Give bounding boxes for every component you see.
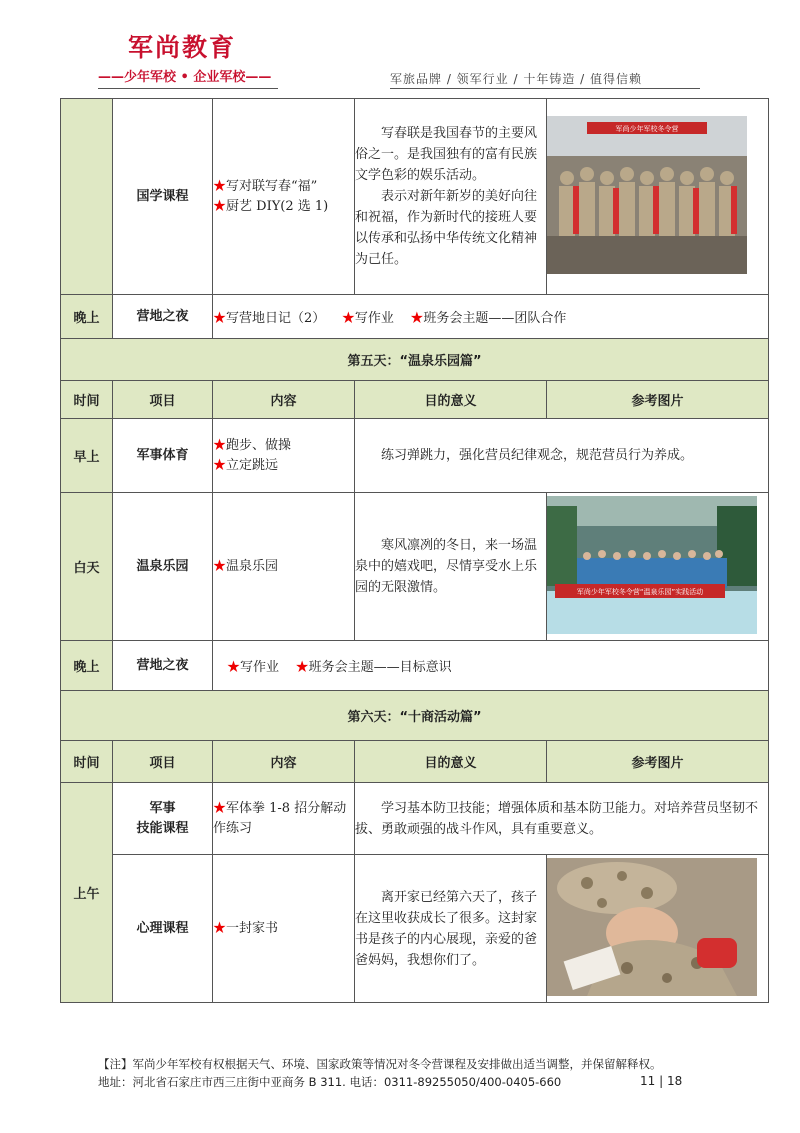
star-icon: ★ (213, 457, 227, 473)
purpose-cell: 寒风凛冽的冬日，来一场温泉中的嬉戏吧，尽情享受水上乐园的无限激情。 (355, 493, 547, 641)
column-header-row (61, 381, 769, 419)
col-header-content: 内容 (213, 381, 355, 419)
star-icon: ★ (213, 437, 227, 453)
purpose-cell: 离开家已经第六天了，孩子在这里收获成长了很多。这封家书是孩子的内心展现，亲爱的爸爸妈妈，我想你们了。 (355, 855, 547, 1003)
star-icon: ★ (341, 311, 355, 326)
header-slogan: 军旅品牌 / 领军行业 / 十年铸造 / 值得信赖 (390, 72, 643, 86)
footer-note: 【注】军尚少年军校有权根据天气、环境、国家政策等情况对冬令营课程及安排做出适当调整，并保留解释权。 (98, 1057, 662, 1071)
header-divider-right (390, 88, 700, 89)
photo-hot-spring (547, 496, 768, 638)
star-icon: ★ (213, 558, 227, 574)
col-header-purpose: 目的意义 (355, 381, 547, 419)
purpose-cell: 写春联是我国春节的主要风俗之一。是我国独有的富有民族文学色彩的娱乐活动。 表示对新年新岁的美好向往和祝福，作为新时代的接班人要以传承和弘扬中华传统文化精神为己任。 (355, 99, 547, 295)
content-cell: ★写作业 ★班务会主题——目标意识 (213, 641, 769, 691)
letter-writing-photo (547, 858, 757, 996)
star-icon: ★ (410, 311, 424, 326)
table-row (61, 855, 769, 1003)
photo-cell (547, 855, 769, 1003)
purpose-cell: 学习基本防卫技能；增强体质和基本防卫能力。对培养营员坚韧不拔、勇敢顽强的战斗作风，具有重要意义。 (355, 783, 769, 855)
svg-text:军尚少年军校冬令营: 军尚少年军校冬令营 (615, 124, 679, 133)
header-divider-left (98, 88, 278, 89)
day5-title: 第五天：“温泉乐园篇” (61, 339, 769, 381)
item-cell: 军事 技能课程 (113, 783, 213, 855)
day-title-row (61, 691, 769, 741)
time-cell: 晚上 (61, 641, 113, 691)
content-cell: ★写对联写春“福” ★厨艺 DIY(2 选 1) (213, 99, 355, 295)
col-header-content: 内容 (213, 741, 355, 783)
footer-address: 地址：河北省石家庄市西三庄街中亚商务 B 311. 电话：0311-89255050/400-0405-660 (98, 1075, 562, 1089)
page-header (0, 0, 800, 100)
content-cell: ★温泉乐园 (213, 493, 355, 641)
time-cell-empty (61, 99, 113, 295)
col-header-picture: 参考图片 (547, 381, 769, 419)
photo-couplets (547, 116, 768, 278)
star-icon: ★ (227, 660, 241, 675)
item-cell: 营地之夜 (113, 641, 213, 691)
star-icon: ★ (295, 660, 309, 675)
star-icon: ★ (213, 920, 227, 936)
table-row (61, 295, 769, 339)
table-row (61, 783, 769, 855)
table-row (61, 641, 769, 691)
page-number: 11 | 18 (640, 1074, 683, 1088)
item-cell: 军事体育 (113, 419, 213, 493)
time-cell: 晚上 (61, 295, 113, 339)
brand-subtitle: ——少年军校 • 企业军校—— (98, 70, 272, 85)
star-icon: ★ (213, 198, 227, 214)
table-row (61, 419, 769, 493)
item-cell: 国学课程 (113, 99, 213, 295)
svg-text:军尚少年军校冬令营“温泉乐园”实践活动: 军尚少年军校冬令营“温泉乐园”实践活动 (576, 587, 704, 596)
star-icon: ★ (213, 800, 227, 816)
brand-logo: 军尚教育 (128, 33, 237, 62)
time-cell: 上午 (61, 783, 113, 1003)
item-cell: 温泉乐园 (113, 493, 213, 641)
day-title-row (61, 339, 769, 381)
col-header-item: 项目 (113, 381, 213, 419)
content-cell: ★一封家书 (213, 855, 355, 1003)
col-header-time: 时间 (61, 741, 113, 783)
item-cell: 营地之夜 (113, 295, 213, 339)
table-row (61, 493, 769, 641)
content-cell: ★军体拳 1-8 招分解动作练习 (213, 783, 355, 855)
col-header-purpose: 目的意义 (355, 741, 547, 783)
day6-title: 第六天：“十商活动篇” (61, 691, 769, 741)
table-row (61, 99, 769, 295)
couplet-group-photo (547, 116, 747, 274)
column-header-row (61, 741, 769, 783)
content-cell: ★写营地日记（2） ★写作业 ★班务会主题——团队合作 (213, 295, 769, 339)
time-cell: 早上 (61, 419, 113, 493)
time-cell: 白天 (61, 493, 113, 641)
schedule-table (60, 98, 769, 1003)
star-icon: ★ (213, 311, 227, 326)
col-header-picture: 参考图片 (547, 741, 769, 783)
item-cell: 心理课程 (113, 855, 213, 1003)
col-header-item: 项目 (113, 741, 213, 783)
photo-cell (547, 99, 769, 295)
content-cell: ★跑步、做操 ★立定跳远 (213, 419, 355, 493)
photo-cell (547, 493, 769, 641)
col-header-time: 时间 (61, 381, 113, 419)
purpose-cell: 练习弹跳力，强化营员纪律观念，规范营员行为养成。 (355, 419, 769, 493)
photo-letter-writing (547, 858, 768, 1000)
star-icon: ★ (213, 178, 227, 194)
hot-spring-group-photo (547, 496, 757, 634)
